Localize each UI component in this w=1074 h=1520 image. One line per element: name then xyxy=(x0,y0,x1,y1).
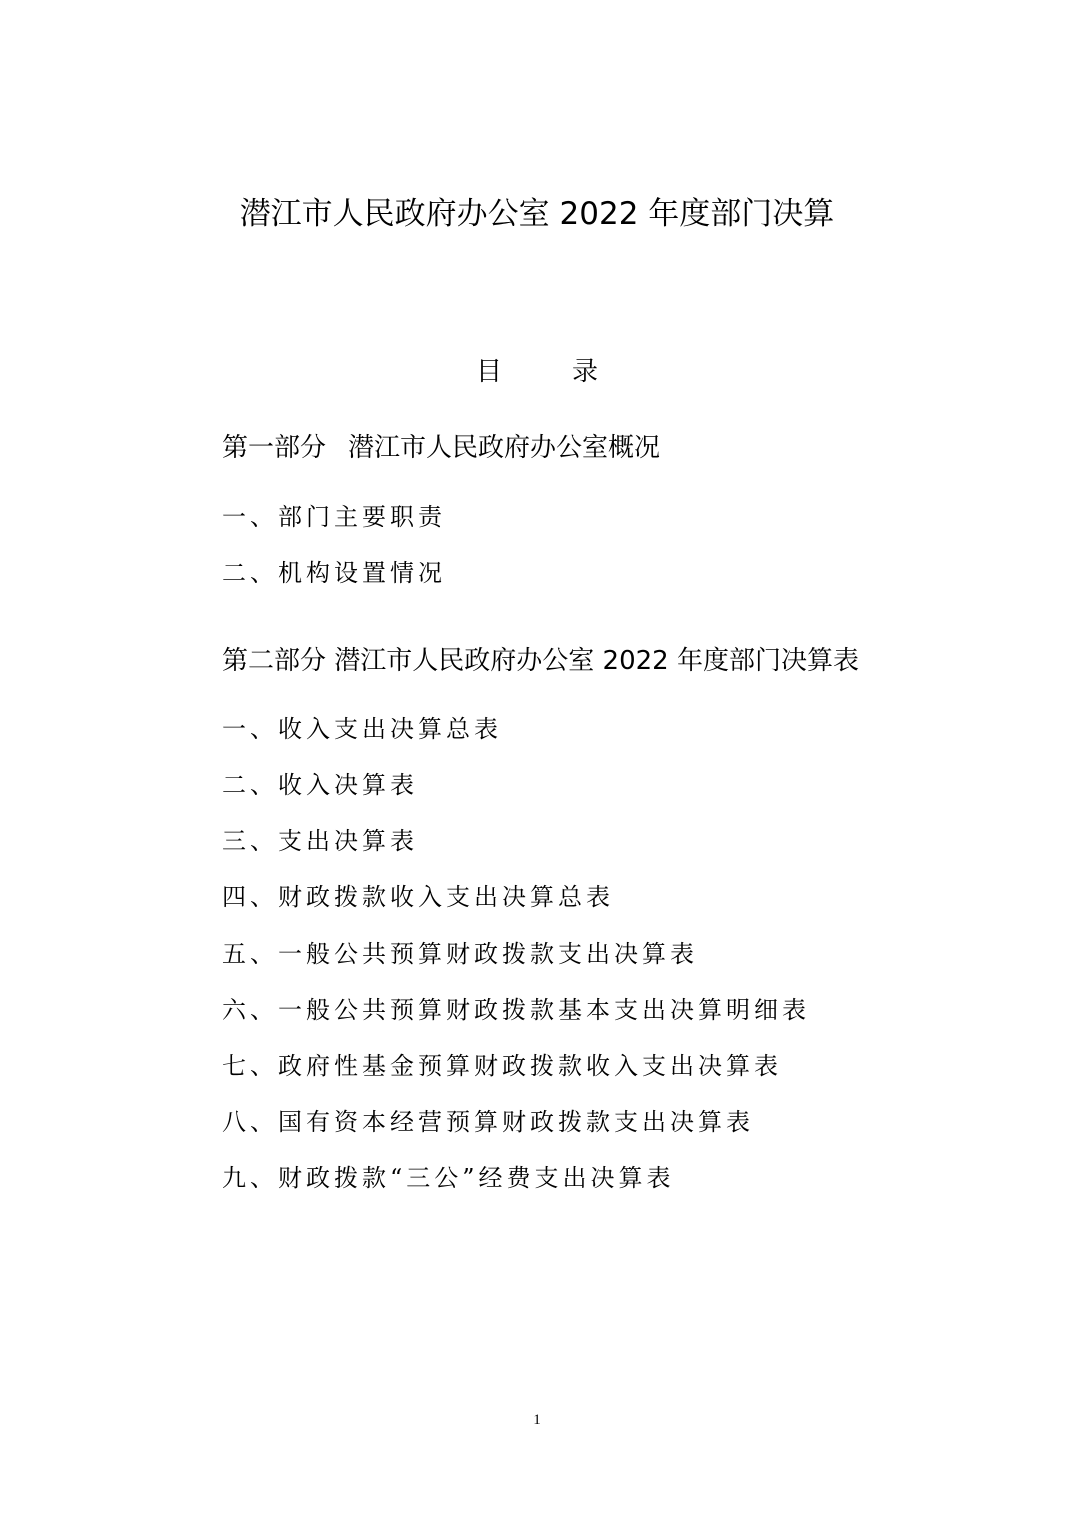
part-2-label: 第二部分 xyxy=(222,646,327,676)
document-title: 潜江市人民政府办公室 2022 年度部门决算 xyxy=(239,196,835,232)
toc-item: 二、收入决算表 xyxy=(222,771,418,799)
toc-heading-char-2: 录 xyxy=(572,357,599,387)
part-1-title: 潜江市人民政府办公室概况 xyxy=(348,433,661,463)
toc-heading-char-1: 目 xyxy=(475,357,502,387)
toc-item: 二、机构设置情况 xyxy=(222,559,446,587)
toc-item: 八、国有资本经营预算财政拨款支出决算表 xyxy=(222,1108,754,1136)
toc-item: 九、财政拨款“三公”经费支出决算表 xyxy=(222,1164,675,1192)
toc-item: 六、一般公共预算财政拨款基本支出决算明细表 xyxy=(222,996,810,1024)
toc-item: 一、部门主要职责 xyxy=(222,503,446,531)
toc-item: 五、一般公共预算财政拨款支出决算表 xyxy=(222,940,698,968)
part-2-title: 潜江市人民政府办公室 2022 年度部门决算表 xyxy=(334,646,859,676)
toc-item: 一、收入支出决算总表 xyxy=(222,715,502,743)
part-1-heading xyxy=(222,428,660,468)
toc-item: 七、政府性基金预算财政拨款收入支出决算表 xyxy=(222,1052,782,1080)
part-2-heading xyxy=(222,641,859,681)
toc-item: 四、财政拨款收入支出决算总表 xyxy=(222,883,614,911)
toc-item: 三、支出决算表 xyxy=(222,827,418,855)
part-1-label: 第一部分 xyxy=(222,433,327,463)
toc-heading xyxy=(0,352,1074,392)
page-number: 1 xyxy=(533,1412,541,1428)
